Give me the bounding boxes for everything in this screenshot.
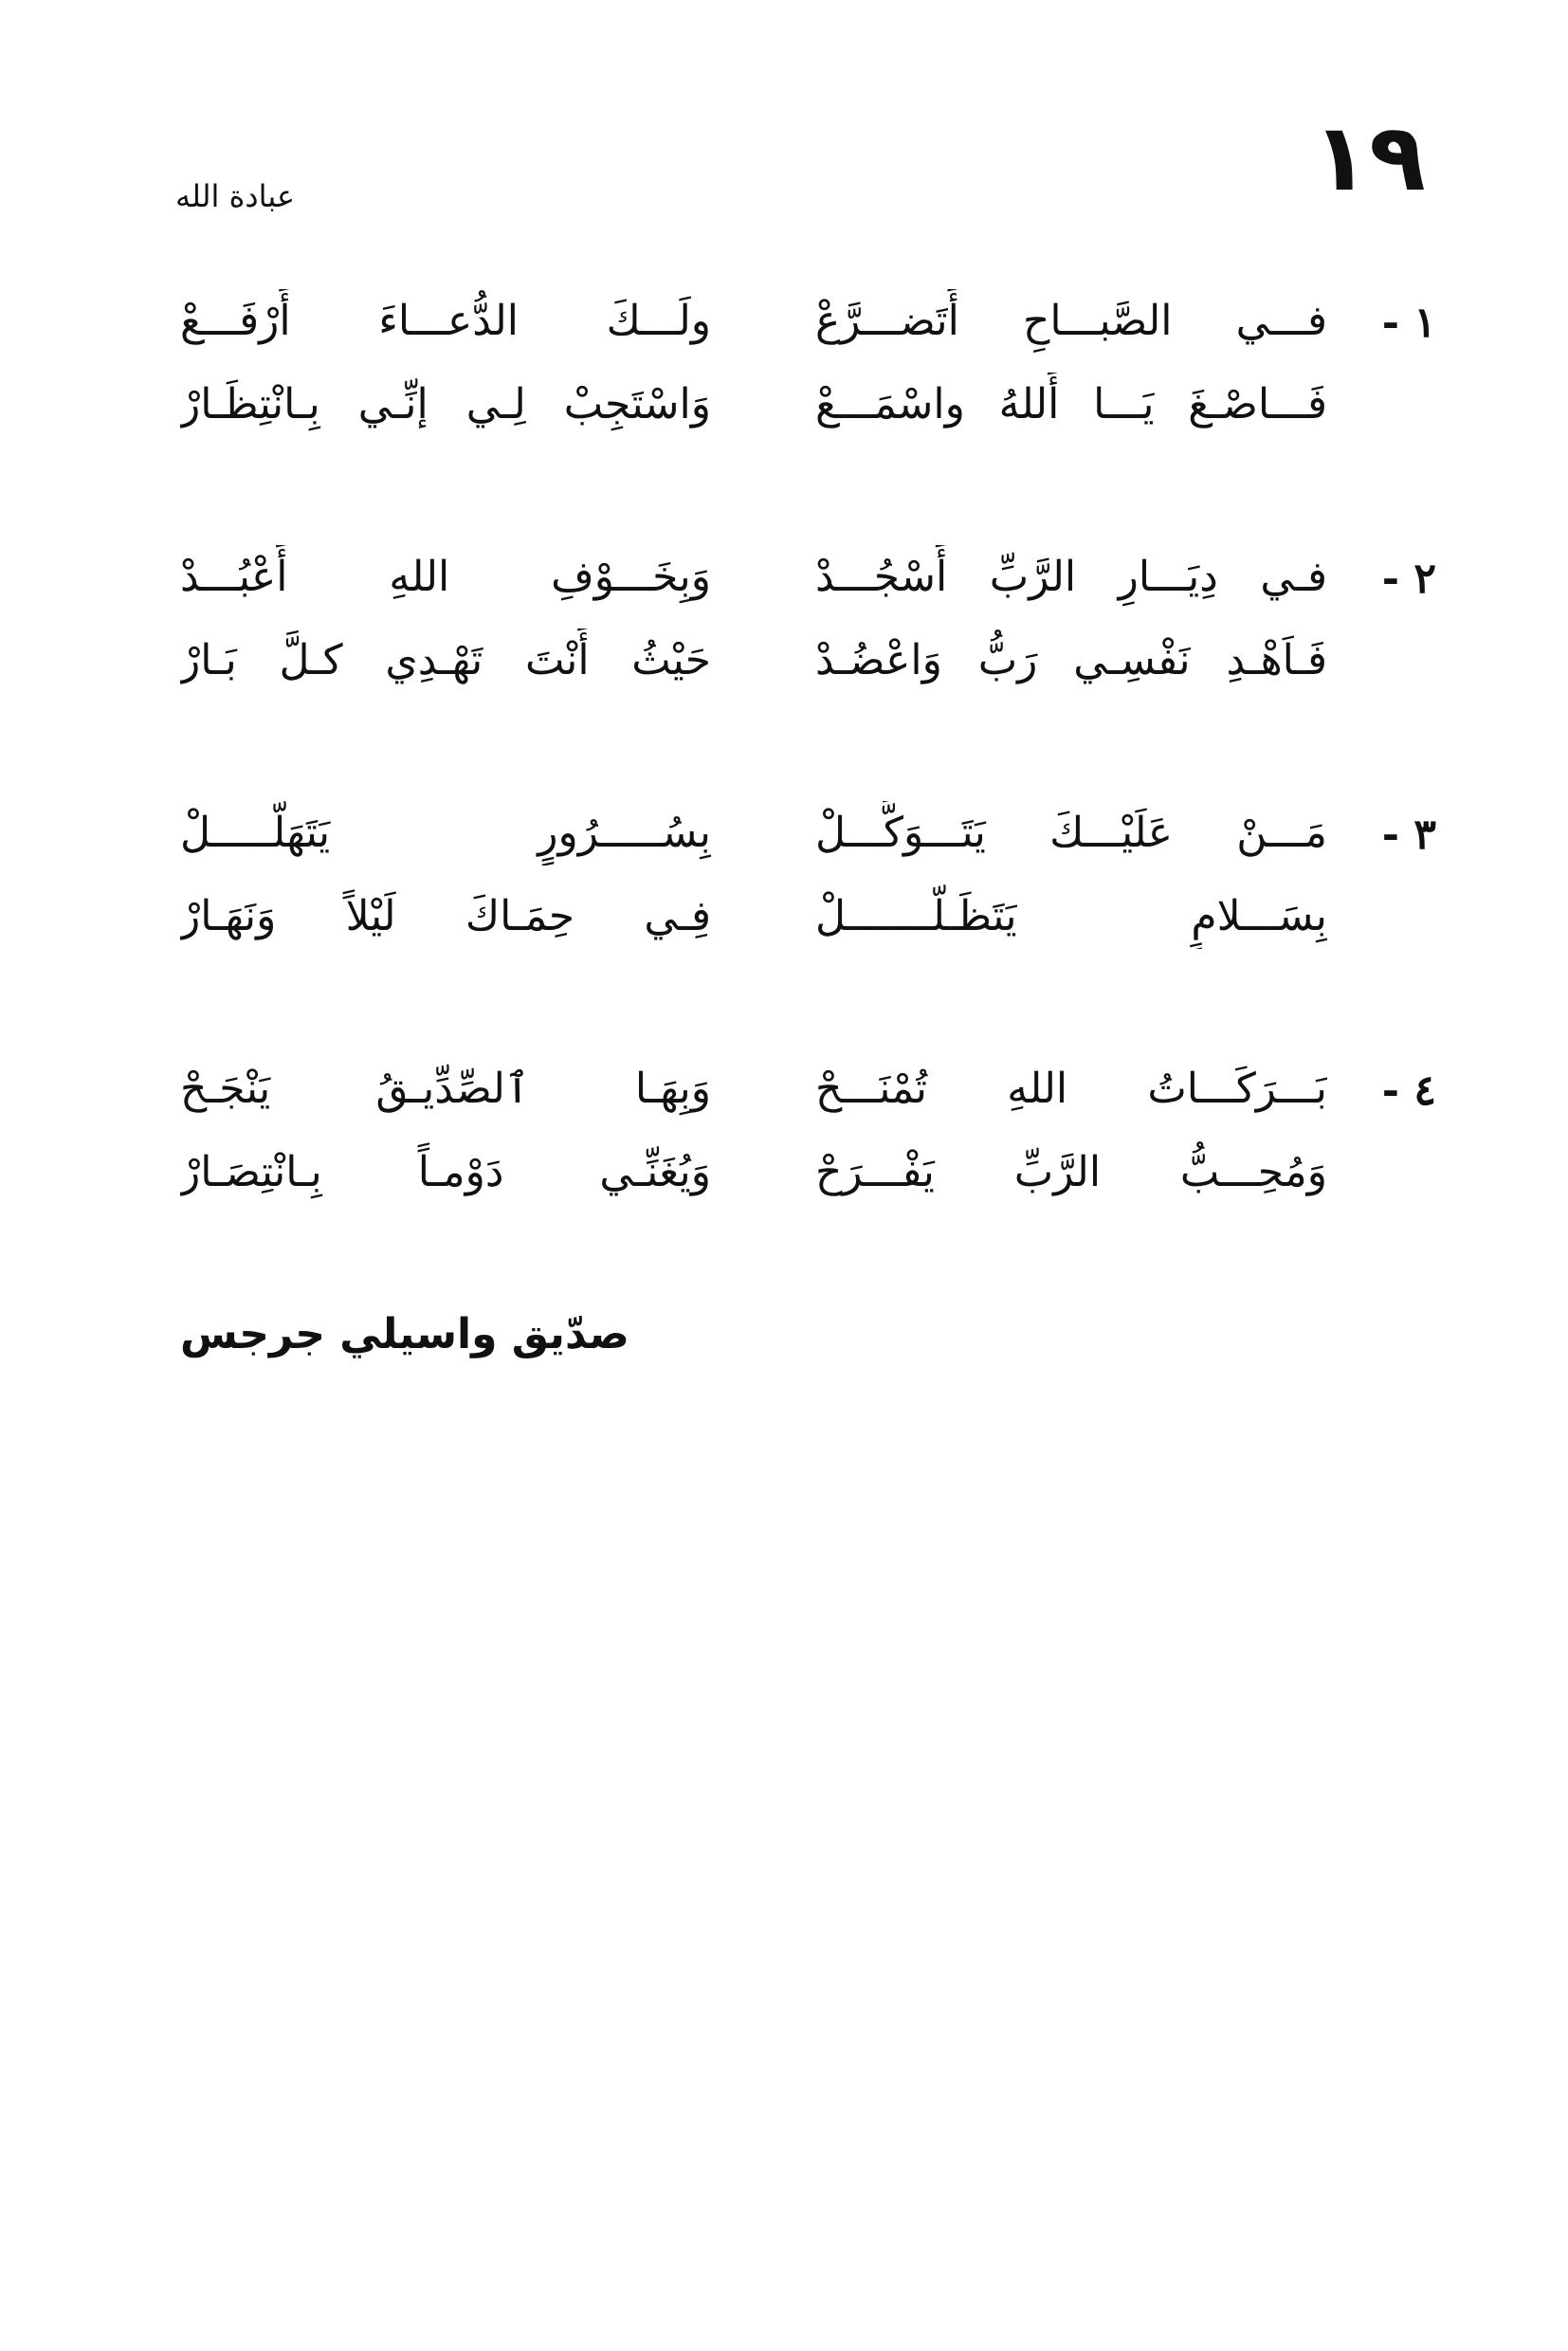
verse-left-hemistich: وَبِخَـــوْفِ اللهِ أَعْبُـــدْ [180,553,711,601]
verse-right-hemistich: فَـاَهْـدِ نَفْسِـي رَبُّ وَاعْضُـدْ [815,636,1327,684]
verse-right-hemistich: بَـــرَكَـــاتُ اللهِ تُمْنَـــحْ [815,1065,1327,1113]
stanza-number: ٢ - [1381,555,1436,603]
verse-right-hemistich: فـي دِيَـــارِ الرَّبِّ أَسْجُـــدْ [815,553,1327,601]
stanza-4 [166,1057,1436,1218]
verse-left-hemistich: وَيُغَنِّـي دَوْمـاً بِـانْتِصَـارْ [180,1148,711,1196]
stanza-3 [166,801,1436,962]
verse-left-hemistich: ولَـــكَ الدُّعـــاءَ أَرْفَـــعْ [180,297,711,345]
stanza-2 [166,545,1436,706]
verse-left-hemistich: فِـي حِمَـاكَ لَيْلاً وَنَهَـارْ [180,892,711,940]
author-name: صدّيق واسيلي جرجس [180,1310,629,1358]
verse-right-hemistich: مَـــنْ عَلَيْـــكَ يَتَـــوَكَّـــلْ [815,809,1327,857]
verse-right-hemistich: بِسَـــلامٍ يَتَظَـلَّـــــــلْ [815,892,1327,940]
stanza-1 [166,289,1436,450]
stanza-number: ٣ - [1381,811,1436,859]
stanza-number: ١ - [1381,299,1436,347]
verse-left-hemistich: بِسُـــــرُورٍ يَتَهَلَّـــــلْ [180,809,711,857]
page-number: ١٩ [1312,104,1426,212]
verse-right-hemistich: فـــي الصَّبـــاحِ أَتَضـــرَّعْ [815,297,1327,345]
verse-left-hemistich: وَبِهَـا ٱلصِّدِّيـقُ يَنْجَـحْ [180,1065,711,1113]
stanza-number: ٤ - [1381,1066,1436,1115]
section-title: عبادة الله [175,178,296,214]
verse-left-hemistich: وَاسْتَجِبْ لِـي إنِّـي بِـانْتِظَـارْ [180,380,711,428]
verse-right-hemistich: فَـــاصْـغَ يَـــا أَللهُ واسْمَـــعْ [815,380,1327,428]
verse-right-hemistich: وَمُحِـــبُّ الرَّبِّ يَفْـــرَحْ [815,1148,1327,1196]
verse-left-hemistich: حَيْثُ أَنْتَ تَهْـدِي كـلَّ بَـارْ [180,636,711,684]
